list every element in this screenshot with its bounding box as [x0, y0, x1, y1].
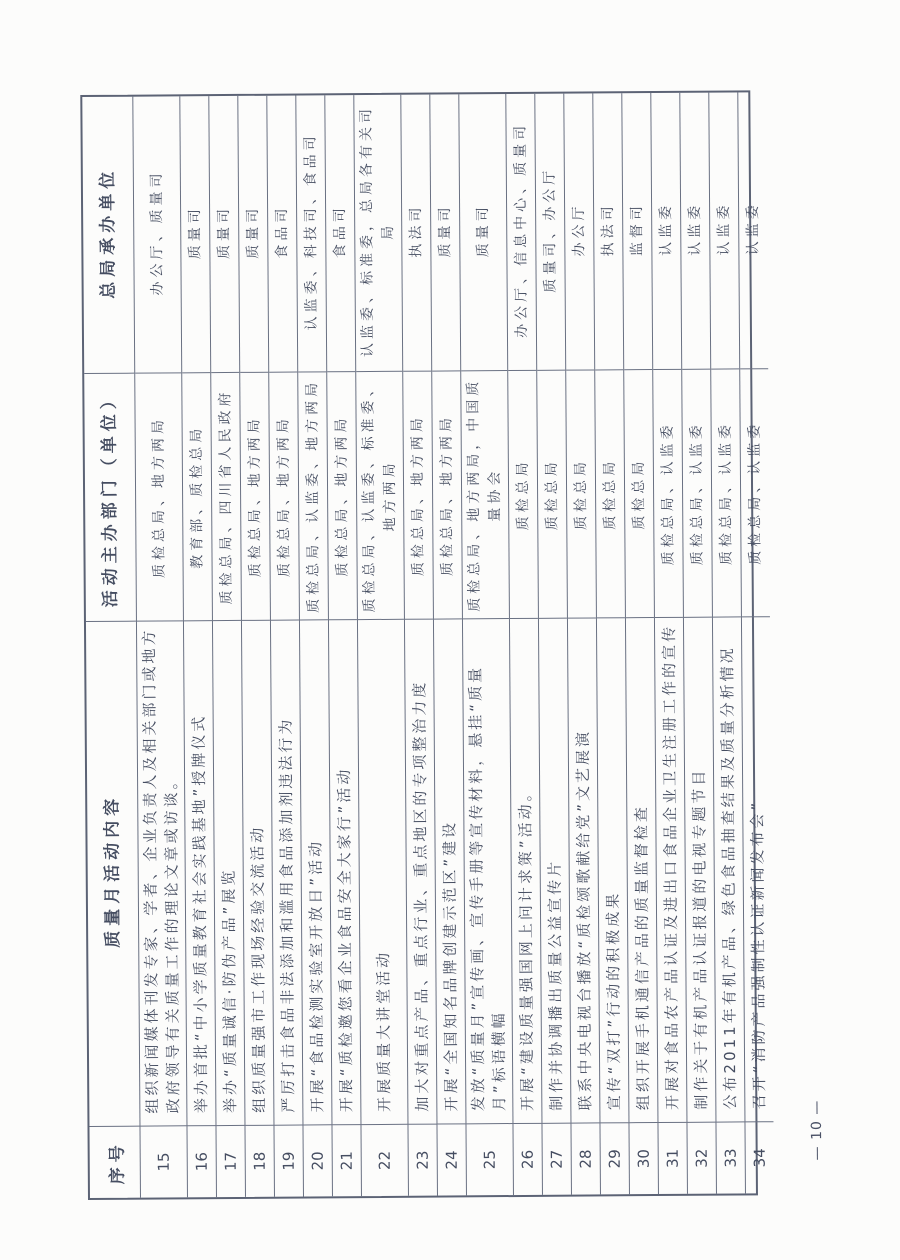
- cell-content: 召开“消防产品强制性认证新闻发布会”: [742, 616, 774, 1121]
- cell-organizer: 质检总局、认监委: [682, 369, 712, 617]
- cell-no: 20: [303, 1124, 332, 1196]
- page-number: — 10 —: [808, 1099, 826, 1161]
- cell-organizer: 质检总局、认监委: [711, 368, 741, 616]
- cell-no: 22: [361, 1124, 408, 1196]
- cell-no: 25: [466, 1123, 513, 1195]
- cell-content: 组织开展手机通信产品的质量监督检查: [626, 617, 658, 1122]
- cell-no: 26: [513, 1123, 542, 1195]
- cell-no: 16: [187, 1125, 216, 1197]
- cell-undertaker: 质量司: [186, 205, 203, 260]
- cell-content: 公布2011年有机产品、绿色食品抽查结果及质量分析情况: [713, 616, 745, 1121]
- cell-no: 27: [542, 1123, 571, 1195]
- cell-undertaker: 认监委、科技司、食品司: [302, 132, 320, 331]
- cell-organizer: 质检总局、认监委、标准委、地方两局: [356, 371, 404, 619]
- cell-no: 33: [716, 1121, 745, 1193]
- cell-undertaker: 认监委: [744, 201, 761, 256]
- table-row: [459, 94, 514, 1195]
- cell-no: 30: [629, 1122, 658, 1194]
- cell-organizer: 教育部、质检总局: [182, 372, 212, 620]
- header-no: 序号: [89, 1126, 140, 1198]
- cell-undertaker: 办公厅: [570, 202, 587, 257]
- cell-content: 组织质量强市工作现场经验交流活动: [242, 620, 274, 1125]
- cell-content: 严厉打击食品非法添加和滥用食品添加剂违法行为: [271, 620, 303, 1125]
- cell-organizer: 质检总局、四川省人民政府: [211, 372, 241, 620]
- cell-undertaker: 办公厅、质量司: [148, 169, 166, 296]
- cell-content: 联系中央电视台播放“质检颂歌献给党”文艺展演: [568, 617, 600, 1122]
- cell-organizer: 质检总局: [508, 370, 538, 618]
- cell-no: 19: [274, 1125, 303, 1197]
- cell-undertaker: 认监委、标准委，总局各有关司局: [358, 104, 397, 358]
- cell-content: 发放“质量月”宣传画、宣传手册等宣传材料，悬挂“质量月”标语横幅: [463, 618, 513, 1123]
- cell-organizer: 质检总局、地方两局，中国质量协会: [461, 370, 509, 618]
- cell-no: 31: [658, 1122, 687, 1194]
- cell-undertaker: 监督司: [628, 202, 645, 257]
- cell-content: 开展“质检邀您看企业食品安全大家行”活动: [329, 619, 361, 1124]
- table-header-row: [82, 97, 141, 1198]
- cell-undertaker: 认监委: [715, 201, 732, 256]
- cell-undertaker: 食品司: [273, 204, 290, 259]
- cell-undertaker: 质量司: [244, 204, 261, 259]
- table-row: [354, 95, 409, 1196]
- cell-organizer: 质检总局、地方两局: [135, 372, 183, 620]
- cell-organizer: 质检总局: [537, 370, 567, 618]
- cell-no: 18: [245, 1125, 274, 1197]
- cell-no: 24: [437, 1123, 466, 1195]
- cell-undertaker: 认监委: [686, 201, 703, 256]
- cell-content: 开展“食品检测实验室开放日”活动: [300, 619, 332, 1124]
- cell-no: 21: [332, 1124, 361, 1196]
- cell-organizer: 质检总局、地方两局: [240, 372, 270, 620]
- cell-organizer: 质检总局、地方两局: [432, 370, 462, 618]
- cell-content: 开展质量大讲堂活动: [358, 619, 408, 1124]
- cell-organizer: 质检总局、地方两局: [403, 371, 433, 619]
- rotated-table-container: [80, 90, 769, 1200]
- cell-undertaker: 质量司: [436, 203, 453, 258]
- cell-no: 28: [571, 1122, 600, 1194]
- cell-no: 34: [745, 1121, 774, 1193]
- cell-content: 开展“全国知名品牌创建示范区”建设: [434, 618, 466, 1123]
- cell-no: 32: [687, 1122, 716, 1194]
- cell-content: 制作关于有机产品认证报道的电视专题节目: [684, 617, 716, 1122]
- cell-content: 举办首批“中小学质量教育社会实践基地”授牌仪式: [184, 620, 216, 1125]
- cell-organizer: 质检总局、认监委: [653, 369, 683, 617]
- cell-organizer: 质检总局: [566, 369, 596, 617]
- cell-no: 29: [600, 1122, 629, 1194]
- cell-no: 23: [408, 1124, 437, 1196]
- cell-undertaker: 食品司: [331, 204, 348, 259]
- header-organizer: 活动主办部门（单位）: [84, 373, 136, 621]
- cell-organizer: 质检总局、认监委: [740, 368, 770, 616]
- cell-undertaker: 质量司、办公厅: [541, 166, 559, 293]
- cell-content: 宣传“双打”行动的积极成果: [597, 617, 629, 1122]
- header-content: 质量月活动内容: [86, 621, 140, 1126]
- cell-organizer: 质检总局、地方两局: [269, 372, 299, 620]
- cell-organizer: 质检总局、认监委、地方两局: [298, 371, 328, 619]
- cell-undertaker: 执法司: [599, 202, 616, 257]
- cell-content: 开展“建设质量强国网上问计求策”活动。: [510, 618, 542, 1123]
- cell-undertaker: 办公厅、信息中心、质量司: [511, 121, 530, 339]
- cell-undertaker: 执法司: [407, 203, 424, 258]
- quality-month-activity-table: [80, 90, 769, 1200]
- cell-content: 组织新闻媒体刊发专家、学者、企业负责人及相关部门或地方政府领导有关质量工作的理论文章或访谈。: [137, 620, 187, 1125]
- cell-organizer: 质检总局: [624, 369, 654, 617]
- table-row: [133, 96, 188, 1197]
- cell-content: 加大对重点产品、重点行业、重点地区的专项整治力度: [405, 619, 437, 1124]
- cell-undertaker: 认监委: [657, 201, 674, 256]
- cell-no: 15: [140, 1125, 187, 1197]
- cell-organizer: 质检总局: [595, 369, 625, 617]
- cell-undertaker: 质量司: [474, 203, 491, 258]
- cell-content: 举办“质量诚信·防伪产品”展览: [213, 620, 245, 1125]
- cell-content: 制作并协调播出质量公益宣传片: [539, 618, 571, 1123]
- cell-content: 开展对食品农产品认证及进出口食品企业卫生注册工作的宣传: [655, 617, 687, 1122]
- cell-undertaker: 质量司: [215, 204, 232, 260]
- cell-no: 17: [216, 1125, 245, 1197]
- header-undertaker: 总局承办单位: [97, 166, 119, 299]
- cell-organizer: 质检总局、地方两局: [327, 371, 357, 619]
